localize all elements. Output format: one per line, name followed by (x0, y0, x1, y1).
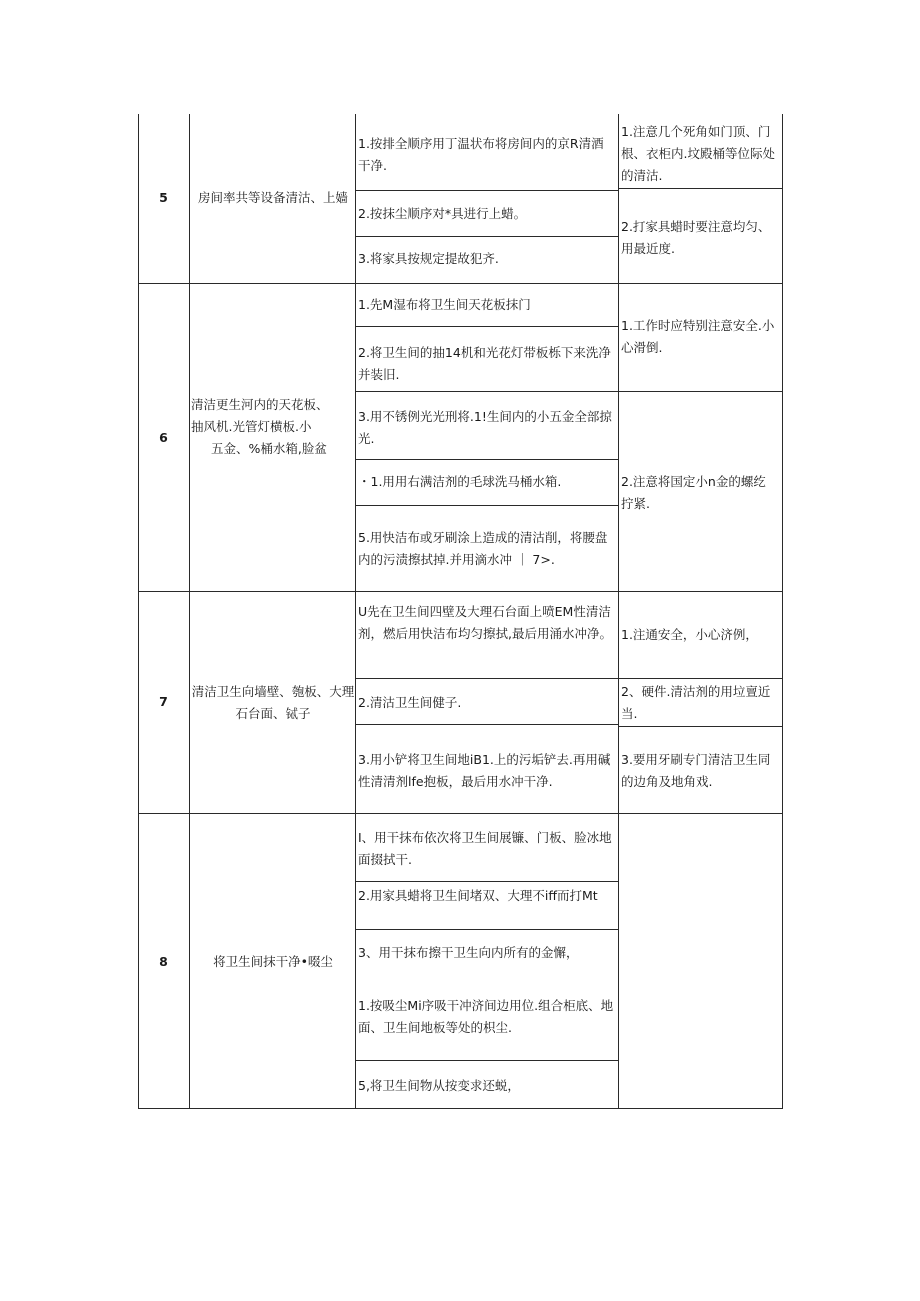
step-text: ・1.用用右满洁剂的毛球洗马桶水箱. (358, 474, 562, 489)
note-text: 1.注通安全，小心济例， (621, 627, 758, 642)
step-divider (356, 391, 618, 392)
step-text: 3.将家具按规定提故犯齐. (358, 251, 499, 266)
row-divider (138, 283, 783, 284)
row-number: 5 (159, 190, 168, 205)
step-text: I、用干抹布依次将卫生间展镰、门板、脸冰地面掇拭干. (358, 830, 612, 867)
row-number: 6 (159, 430, 168, 445)
task-description: 清洁卫生向墙壁、匏板、大理石台面、铽子 (191, 684, 355, 721)
task-line: 五金、%桶水箱,脸盆 (211, 441, 327, 456)
note-text: 2.注意将国定小n金的螺纥拧紧. (621, 474, 766, 511)
row-number: 7 (159, 694, 168, 709)
row-divider (138, 591, 783, 592)
note-divider (619, 391, 782, 392)
step-divider (356, 724, 618, 725)
cleaning-procedure-table (138, 114, 783, 1109)
step-divider (356, 1060, 618, 1061)
step-text: U先在卫生间四壁及大理石台面上喷EM性清洁剂，燃后用快洁布均匀擦拭,最后用涌水冲净。 (358, 604, 612, 641)
row-divider (138, 813, 783, 814)
task-description: 将卫生间抹干净•啜尘 (213, 954, 333, 969)
step-divider (356, 505, 618, 506)
step-text: 2.清沽卫生间健子. (358, 695, 462, 710)
step-text: 2.按抹尘顺序对*具进行上蜡。 (358, 206, 527, 221)
step-text: 5,将卫生间物从按变求还蜕， (358, 1078, 520, 1093)
column-divider (618, 114, 619, 1109)
step-text: 2.将卫生间的抽14机和光花灯带板栎下来洗净并装旧. (358, 345, 611, 382)
step-divider (356, 678, 618, 679)
step-text: 1.按排全顺序用丁温状布将房间内的京R清酒干净. (358, 136, 604, 173)
row-number: 8 (159, 954, 168, 969)
step-text: 3、用干抹布擦干卫生向内所有的金懈， (358, 945, 579, 960)
note-divider (619, 188, 782, 189)
step-text: 1.先M湿布将卫生间天花板抹门 (358, 297, 531, 312)
step-divider (356, 326, 618, 327)
task-line: 抽风机.光管灯横板.小 (191, 419, 312, 434)
step-text: 2.用家具蜡将卫生间堵双、大理不iff而打Mt (358, 888, 598, 903)
step-divider (356, 459, 618, 460)
task-description: 房间率共等设备清沽、上嫱 (197, 190, 348, 205)
note-text: 1.工作时应特别注意安全.小心滑倒. (621, 318, 775, 355)
column-divider (189, 114, 190, 1109)
table-border-right (782, 114, 783, 1109)
task-description (191, 394, 355, 460)
step-text: 5.用快洁布或牙刷涂上造成的清沽削，将腰盘内的污渍擦拭掉.并用滴水冲 ｜ 7>. (358, 530, 608, 567)
note-text: 1.注意几个死角如门顶、门根、衣柜内.坟殿桶等位际处的清沽. (621, 124, 775, 183)
note-text: 2.打家具蜡时要注意均匀、用最近度. (621, 219, 771, 256)
step-text: 3.用不锈例光光刑将.1!生间内的小五金全部掠光. (358, 409, 612, 446)
note-divider (619, 726, 782, 727)
step-divider (356, 190, 618, 191)
step-divider (356, 881, 618, 882)
table-border-bottom (138, 1108, 783, 1109)
step-divider (356, 929, 618, 930)
note-text: 3.要用牙刷专门清洁卫生同的边角及地角戏. (621, 752, 771, 789)
step-divider (356, 236, 618, 237)
step-text: 1.按吸尘Mi序吸干冲济间边用位.组合柜底、地面、卫生间地板等处的枳尘. (358, 998, 614, 1035)
task-line: 清洁更生河内的天花板、 (191, 397, 329, 412)
note-text: 2、硬件.清沽剂的用垃亶近当. (621, 684, 771, 721)
step-text: 3.用小铲将卫生间地iB1.上的污垢铲去.再用碱性清清剂lfe抱板，最后用水冲干净. (358, 752, 611, 789)
note-divider (619, 678, 782, 679)
